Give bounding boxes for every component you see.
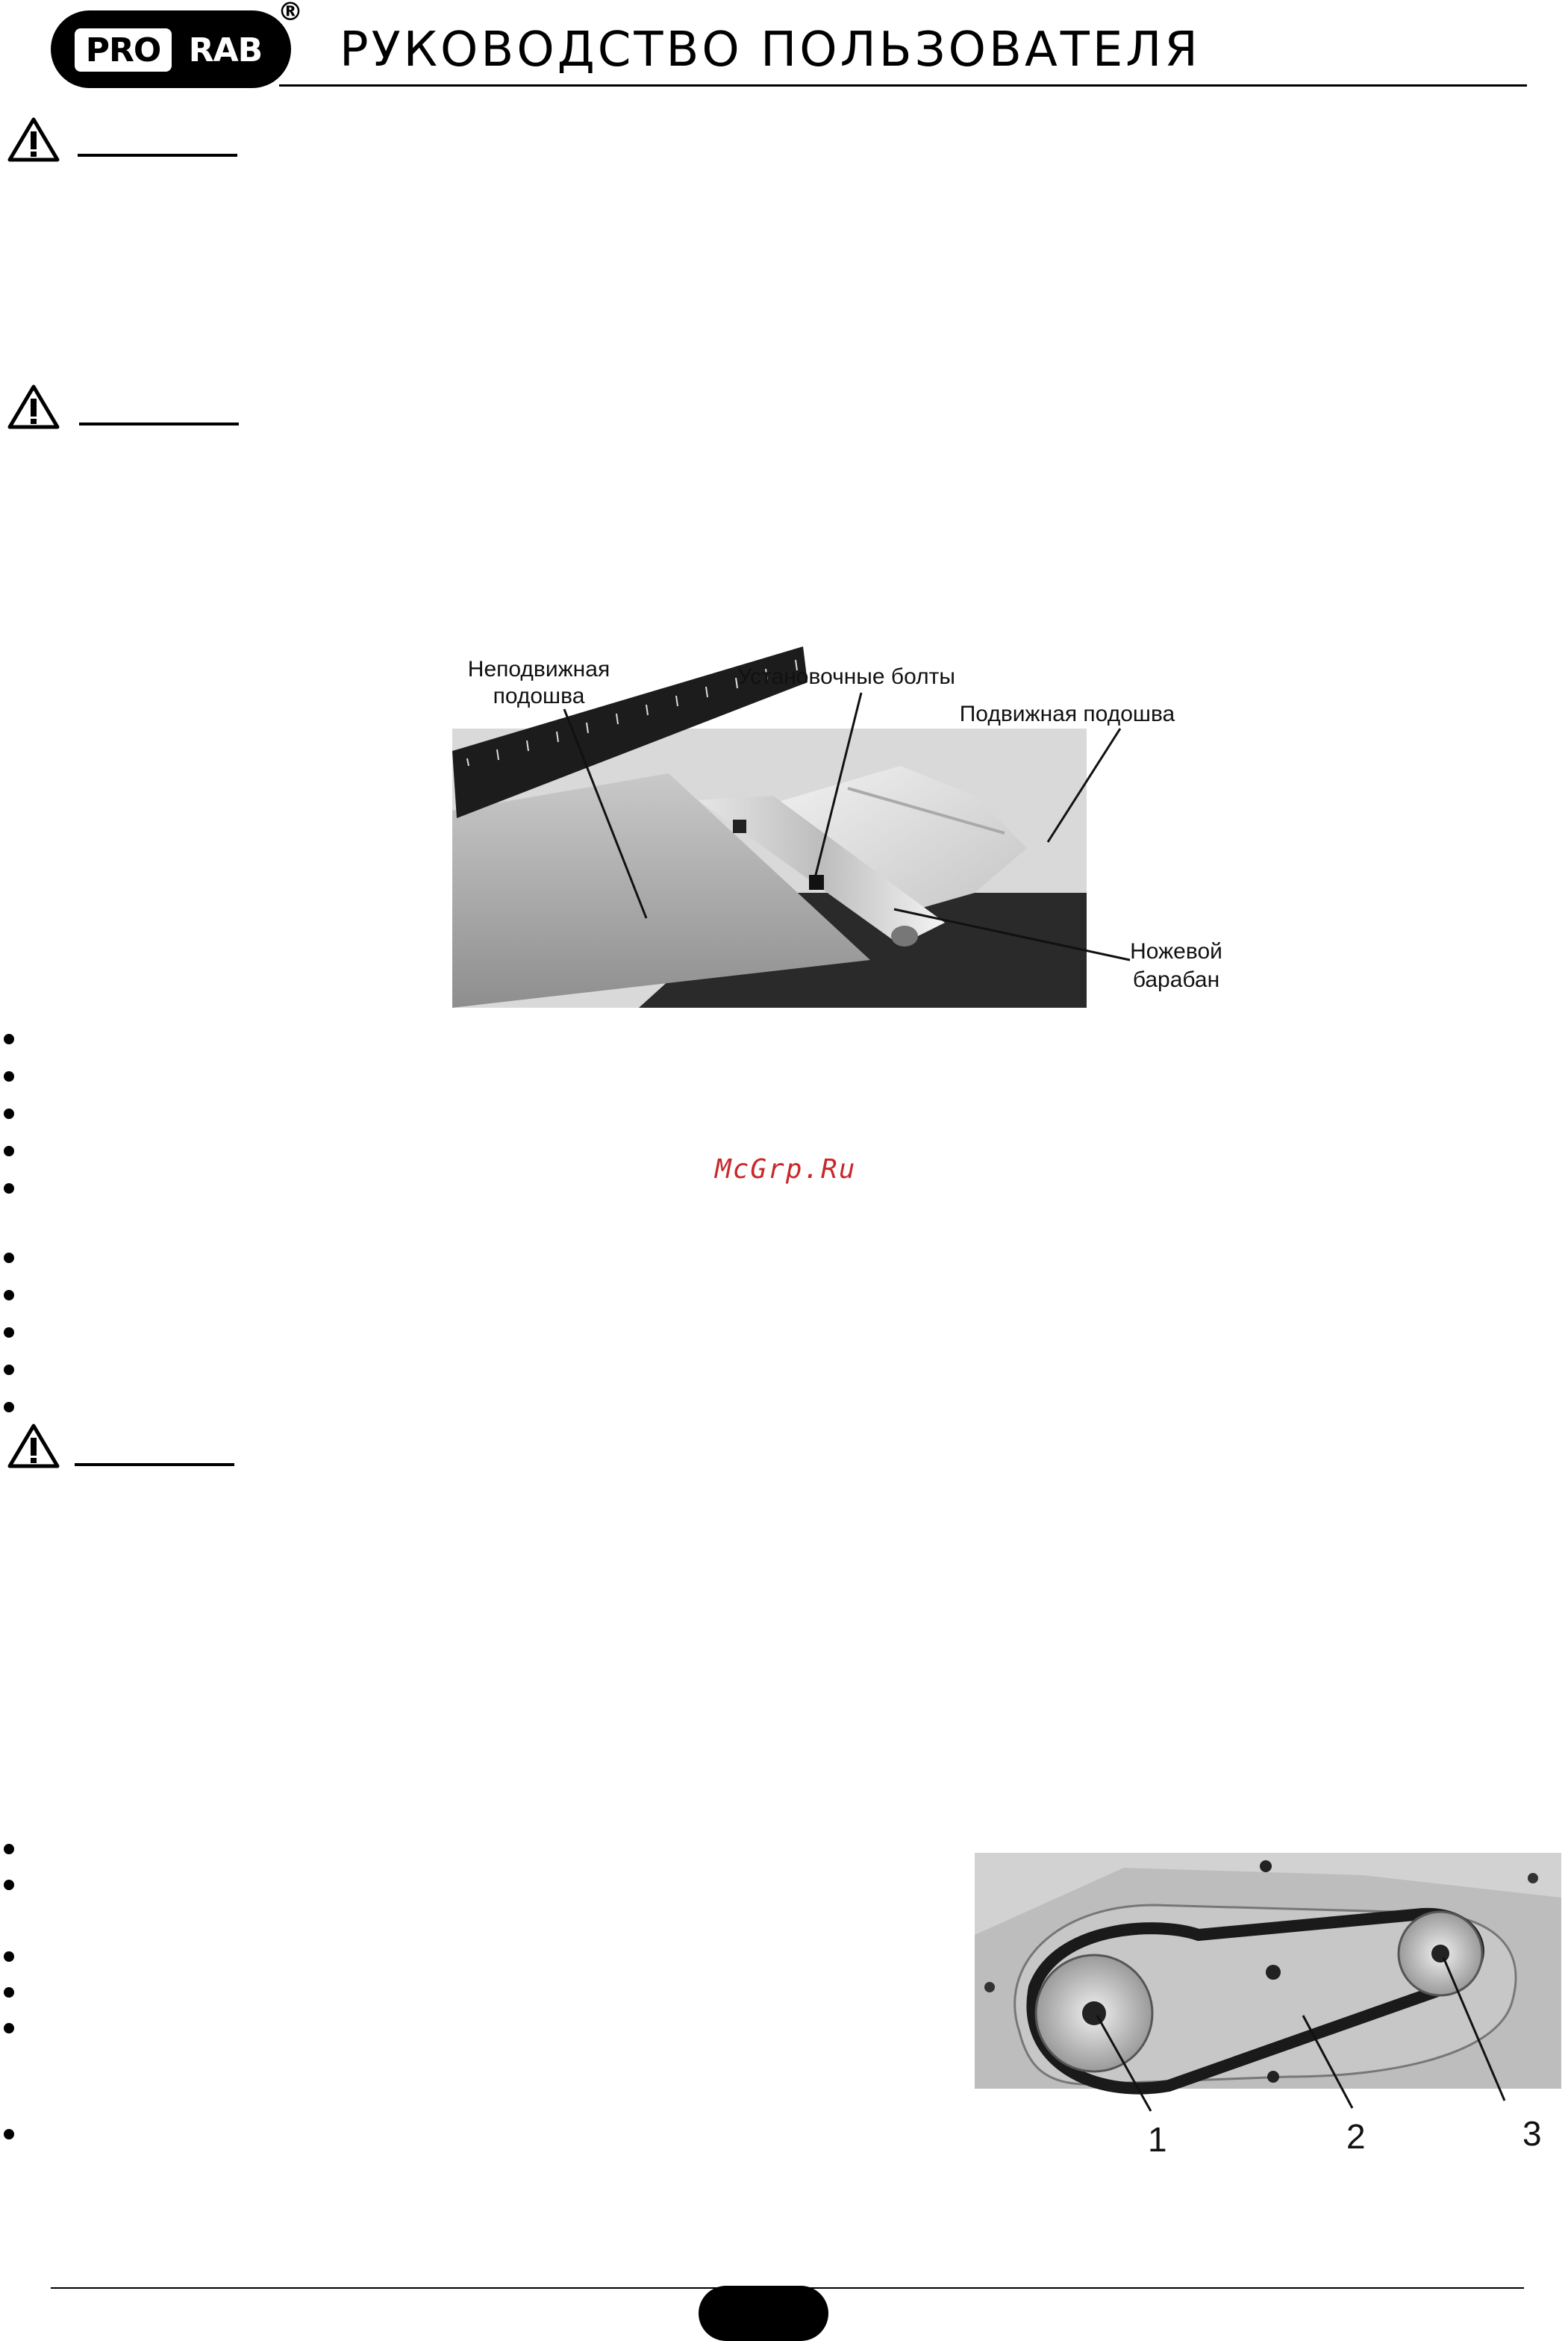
list-bullet	[4, 1365, 14, 1375]
label-movable-sole: Подвижная подошва	[959, 702, 1175, 726]
warning-heading-line	[78, 154, 237, 157]
list-bullet	[4, 1844, 14, 1854]
callout-2: 2	[1346, 2117, 1366, 2156]
label-cutter-drum-line1: Ножевой	[1130, 939, 1222, 964]
page-title: РУКОВОДСТВО ПОЛЬЗОВАТЕЛЯ	[340, 22, 1201, 78]
list-bullet	[4, 2023, 14, 2033]
watermark: McGrp.Ru	[715, 1154, 857, 1185]
list-bullet	[4, 2129, 14, 2139]
label-setting-bolts: Установочные болты	[737, 664, 955, 689]
warning-heading-line	[75, 1463, 234, 1466]
list-bullet	[4, 1109, 14, 1119]
registered-mark: ®	[278, 0, 303, 27]
list-bullet	[4, 1183, 14, 1194]
label-fixed-sole-line1: Неподвижная	[467, 657, 610, 682]
warning-icon	[7, 384, 60, 430]
brand-logo-rab: RAB	[188, 31, 263, 69]
list-bullet	[4, 1402, 14, 1412]
warning-heading-line	[79, 423, 239, 426]
list-bullet	[4, 1146, 14, 1156]
page-number-badge	[699, 2286, 828, 2341]
belt-drive-figure	[975, 1853, 1561, 2156]
brand-logo-pro: PRO	[75, 28, 172, 72]
header-divider	[279, 84, 1527, 87]
list-bullet	[4, 1880, 14, 1890]
list-bullet	[4, 1034, 14, 1044]
callout-1: 1	[1148, 2120, 1167, 2156]
label-cutter-drum-line2: барабан	[1132, 967, 1220, 992]
list-bullet	[4, 1327, 14, 1338]
label-fixed-sole-line2: подошва	[493, 684, 585, 708]
callout-3: 3	[1522, 2114, 1542, 2153]
list-bullet	[4, 1290, 14, 1300]
list-bullet	[4, 1951, 14, 1962]
list-bullet	[4, 1253, 14, 1263]
list-bullet	[4, 1071, 14, 1082]
warning-icon	[7, 116, 60, 163]
warning-icon	[7, 1423, 60, 1469]
planer-soles-figure	[452, 646, 1236, 1008]
list-bullet	[4, 1987, 14, 1998]
